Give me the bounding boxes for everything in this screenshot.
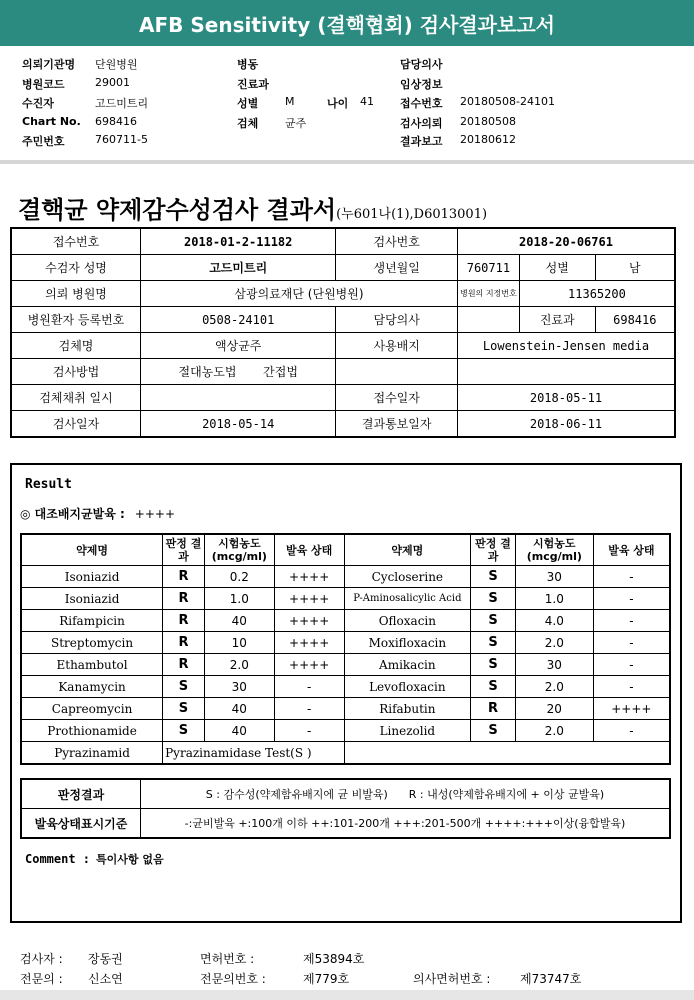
form-specimen-value: 액상균주 bbox=[141, 333, 336, 359]
ward-label: 병동 bbox=[237, 58, 259, 71]
drug-drug-cell: Ethambutol bbox=[21, 654, 163, 676]
specimen-value: 균주 bbox=[285, 117, 307, 130]
header-judge: 판정 결과 bbox=[163, 534, 205, 566]
drug-judge-cell: S bbox=[163, 720, 205, 742]
drug-conc-cell: 1.0 bbox=[515, 588, 593, 610]
collect-value bbox=[141, 385, 336, 411]
legend-growth-label: 발육상태표시기준 bbox=[21, 809, 141, 839]
drug-growth-cell: ++++ bbox=[593, 698, 670, 720]
name-value: 고드미트리 bbox=[141, 255, 336, 281]
sex-label: 성별 bbox=[237, 97, 259, 110]
patient-form-table bbox=[10, 227, 676, 438]
table-row bbox=[21, 698, 670, 720]
drug-conc-cell: 40 bbox=[204, 720, 274, 742]
form-dept-value: 698416 bbox=[595, 307, 675, 333]
hospital-label: 의뢰기관명 bbox=[22, 58, 76, 71]
table-row bbox=[21, 654, 670, 676]
header-conc: 시험농도 (mcg/ml) bbox=[515, 534, 593, 566]
document-title-main: 결핵균 약제감수성검사 결과서 bbox=[18, 195, 337, 224]
received-label: 접수일자 bbox=[336, 385, 458, 411]
legend-judge-s: S : 감수성(약제함유배지에 균 비발육) bbox=[205, 788, 388, 801]
drug-judge-cell: S bbox=[471, 610, 516, 632]
doc-license-label: 의사면허번호 : bbox=[413, 972, 491, 986]
request-label: 검사의뢰 bbox=[400, 117, 443, 130]
drug-judge-cell: R bbox=[471, 698, 516, 720]
drug-growth-cell: - bbox=[274, 676, 344, 698]
control-label: ◎ 대조배지균발육 : bbox=[20, 507, 125, 521]
test-date-label: 검사일자 bbox=[11, 411, 141, 438]
chart-value: 698416 bbox=[95, 115, 137, 128]
dob-value: 760711 bbox=[457, 255, 519, 281]
spec-no-label: 전문의번호 : bbox=[200, 972, 266, 986]
drug-conc-cell: 4.0 bbox=[515, 610, 593, 632]
drug-drug-cell: Ofloxacin bbox=[344, 610, 471, 632]
accession-value: 20180508-24101 bbox=[460, 95, 555, 108]
form-doctor-label: 담당의사 bbox=[336, 307, 458, 333]
header-drug: 약제명 bbox=[344, 534, 471, 566]
header-conc: 시험농도 (mcg/ml) bbox=[204, 534, 274, 566]
document-title bbox=[18, 190, 487, 225]
document-title-code: (누601나(1),D6013001) bbox=[336, 207, 488, 222]
chart-label: Chart No. bbox=[22, 115, 81, 128]
drug-conc-cell: 20 bbox=[515, 698, 593, 720]
clinical-label: 임상정보 bbox=[400, 78, 443, 91]
drug-judge-cell: S bbox=[471, 720, 516, 742]
specimen-label: 검체 bbox=[237, 117, 259, 130]
comment bbox=[25, 851, 164, 867]
drug-conc-cell: 30 bbox=[515, 566, 593, 588]
drug-drug-cell: Amikacin bbox=[344, 654, 471, 676]
info-panel bbox=[0, 52, 694, 157]
drug-drug-cell: Levofloxacin bbox=[344, 676, 471, 698]
form-sex-value: 남 bbox=[595, 255, 675, 281]
drug-judge-cell: S bbox=[471, 588, 516, 610]
method-label: 검사방법 bbox=[11, 359, 141, 385]
form-dept-label: 진료과 bbox=[519, 307, 595, 333]
reg-value: 0508-24101 bbox=[141, 307, 336, 333]
drug-growth-cell: - bbox=[593, 654, 670, 676]
drug-conc-cell: 30 bbox=[515, 654, 593, 676]
legend-table bbox=[20, 778, 671, 839]
drug-growth-cell: - bbox=[274, 698, 344, 720]
header-judge: 판정 결과 bbox=[471, 534, 516, 566]
drug-drug-cell: Capreomycin bbox=[21, 698, 163, 720]
drug-judge-cell: S bbox=[471, 654, 516, 676]
legend-judge-text bbox=[141, 779, 671, 809]
license-value: 제53894호 bbox=[303, 952, 365, 966]
tester-value: 장동권 bbox=[88, 952, 123, 966]
rrn-label: 주민번호 bbox=[22, 135, 65, 148]
legend-judge-r: R : 내성(약제함유배지에 + 이상 균발육) bbox=[408, 788, 605, 801]
license-label: 면허번호 : bbox=[200, 952, 255, 966]
result-title: Result bbox=[25, 477, 72, 492]
patient-value: 고드미트리 bbox=[95, 97, 149, 110]
divider bbox=[0, 160, 694, 164]
form-hospital-value: 삼광의료재단 (단원병원) bbox=[141, 281, 458, 307]
comment-label: Comment : bbox=[25, 852, 91, 866]
header-drug: 약제명 bbox=[21, 534, 163, 566]
specialist-label: 전문의 : bbox=[20, 972, 63, 986]
drug-judge-cell: R bbox=[163, 632, 205, 654]
drug-conc-cell: 2.0 bbox=[515, 720, 593, 742]
drug-judge-cell: R bbox=[163, 566, 205, 588]
report-label: 결과보고 bbox=[400, 135, 443, 148]
medium-value: Lowenstein-Jensen media bbox=[457, 333, 675, 359]
drug-growth-cell: - bbox=[274, 720, 344, 742]
code-label: 병원코드 bbox=[22, 78, 65, 91]
comment-value: 특이사항 없음 bbox=[96, 853, 164, 866]
pza-value: Pyrazinamidase Test(S ) bbox=[163, 742, 344, 765]
dept-label: 진료과 bbox=[237, 78, 269, 91]
drug-judge-cell: S bbox=[471, 676, 516, 698]
request-value: 20180508 bbox=[460, 115, 516, 128]
receipt-no-value: 2018-01-2-11182 bbox=[141, 228, 336, 255]
drug-growth-cell: - bbox=[593, 566, 670, 588]
test-no-label: 검사번호 bbox=[336, 228, 458, 255]
drug-drug-cell: Moxifloxacin bbox=[344, 632, 471, 654]
accession-label: 접수번호 bbox=[400, 97, 443, 110]
drug-conc-cell: 2.0 bbox=[515, 632, 593, 654]
table-row bbox=[21, 566, 670, 588]
form-sex-label: 성별 bbox=[519, 255, 595, 281]
drug-judge-cell: S bbox=[163, 676, 205, 698]
form-doctor-value bbox=[457, 307, 519, 333]
header-growth: 발육 상태 bbox=[593, 534, 670, 566]
hospital-value: 단원병원 bbox=[95, 58, 138, 71]
drug-conc-cell: 1.0 bbox=[204, 588, 274, 610]
header-growth: 발육 상태 bbox=[274, 534, 344, 566]
drug-drug-cell: Prothionamide bbox=[21, 720, 163, 742]
drug-judge-cell: S bbox=[471, 632, 516, 654]
drug-conc-cell: 2.0 bbox=[515, 676, 593, 698]
drug-growth-cell: ++++ bbox=[274, 588, 344, 610]
drug-conc-cell: 10 bbox=[204, 632, 274, 654]
table-row bbox=[21, 720, 670, 742]
age-label: 나이 bbox=[327, 97, 349, 110]
spec-no-value: 제779호 bbox=[303, 972, 350, 986]
drug-drug-cell: Isoniazid bbox=[21, 588, 163, 610]
pza-row bbox=[21, 742, 670, 765]
report-date-value: 2018-06-11 bbox=[457, 411, 675, 438]
drug-judge-cell: R bbox=[163, 610, 205, 632]
blank-cell bbox=[457, 359, 675, 385]
legend-judge-label: 판정결과 bbox=[21, 779, 141, 809]
drug-growth-cell: - bbox=[593, 610, 670, 632]
hosp-code-value: 11365200 bbox=[519, 281, 675, 307]
doc-license-value: 제73747호 bbox=[520, 972, 582, 986]
drug-drug-cell: Rifabutin bbox=[344, 698, 471, 720]
drug-drug-cell: Kanamycin bbox=[21, 676, 163, 698]
name-label: 수검자 성명 bbox=[11, 255, 141, 281]
collect-label: 검체채취 일시 bbox=[11, 385, 141, 411]
pza-label: Pyrazinamid bbox=[21, 742, 163, 765]
drug-conc-cell: 2.0 bbox=[204, 654, 274, 676]
drug-growth-cell: - bbox=[593, 676, 670, 698]
patient-label: 수진자 bbox=[22, 97, 54, 110]
reg-label: 병원환자 등록번호 bbox=[11, 307, 141, 333]
drug-growth-cell: ++++ bbox=[274, 610, 344, 632]
drug-growth-cell: - bbox=[593, 720, 670, 742]
drug-growth-cell: ++++ bbox=[274, 654, 344, 676]
drug-conc-cell: 40 bbox=[204, 610, 274, 632]
drug-judge-cell: R bbox=[163, 654, 205, 676]
sex-value: M bbox=[285, 95, 295, 108]
drug-judge-cell: R bbox=[163, 588, 205, 610]
drug-growth-cell: ++++ bbox=[274, 566, 344, 588]
medium-label: 사용배지 bbox=[336, 333, 458, 359]
receipt-no-label: 접수번호 bbox=[11, 228, 141, 255]
hosp-code-label: 병원의 지정번호 bbox=[457, 281, 519, 307]
table-row bbox=[21, 676, 670, 698]
drug-drug-cell: Cycloserine bbox=[344, 566, 471, 588]
drug-drug-cell: Isoniazid bbox=[21, 566, 163, 588]
drug-conc-cell: 30 bbox=[204, 676, 274, 698]
method-2: 간접법 bbox=[263, 365, 298, 379]
drug-judge-cell: S bbox=[163, 698, 205, 720]
drug-drug-cell: Streptomycin bbox=[21, 632, 163, 654]
form-specimen-label: 검체명 bbox=[11, 333, 141, 359]
drug-growth-cell: - bbox=[593, 632, 670, 654]
table-row bbox=[21, 610, 670, 632]
result-section bbox=[10, 463, 682, 923]
blank-cell bbox=[344, 742, 670, 765]
legend-growth-text: -:균비발육 +:100개 이하 ++:101-200개 +++:201-500개 ++++:+++이상(융합발육) bbox=[141, 809, 671, 839]
control-growth bbox=[20, 505, 175, 522]
drug-growth-cell: - bbox=[593, 588, 670, 610]
report-value: 20180612 bbox=[460, 133, 516, 146]
drug-conc-cell: 40 bbox=[204, 698, 274, 720]
doctor-label: 담당의사 bbox=[400, 58, 443, 71]
form-hospital-label: 의뢰 병원명 bbox=[11, 281, 141, 307]
drug-drug-cell: Linezolid bbox=[344, 720, 471, 742]
received-value: 2018-05-11 bbox=[457, 385, 675, 411]
table-row bbox=[21, 588, 670, 610]
bottom-bar bbox=[0, 990, 694, 1000]
drug-drug-cell: Rifampicin bbox=[21, 610, 163, 632]
tester-label: 검사자 : bbox=[20, 952, 63, 966]
report-date-label: 결과통보일자 bbox=[336, 411, 458, 438]
method-value bbox=[141, 359, 336, 385]
age-value: 41 bbox=[360, 95, 374, 108]
test-date-value: 2018-05-14 bbox=[141, 411, 336, 438]
report-title: AFB Sensitivity (결핵협회) 검사결과보고서 bbox=[139, 12, 555, 37]
drug-growth-cell: ++++ bbox=[274, 632, 344, 654]
test-no-value: 2018-20-06761 bbox=[457, 228, 675, 255]
method-1: 절대농도법 bbox=[178, 365, 237, 379]
code-value: 29001 bbox=[95, 76, 130, 89]
blank-cell bbox=[336, 359, 458, 385]
control-value: ++++ bbox=[134, 507, 175, 521]
specialist-value: 신소연 bbox=[88, 972, 123, 986]
drug-judge-cell: S bbox=[471, 566, 516, 588]
report-banner bbox=[0, 0, 694, 46]
dob-label: 생년월일 bbox=[336, 255, 458, 281]
rrn-value: 760711-5 bbox=[95, 133, 148, 146]
table-row bbox=[21, 632, 670, 654]
drug-table bbox=[20, 533, 671, 765]
drug-drug-cell: P-Aminosalicylic Acid bbox=[344, 588, 471, 610]
drug-conc-cell: 0.2 bbox=[204, 566, 274, 588]
